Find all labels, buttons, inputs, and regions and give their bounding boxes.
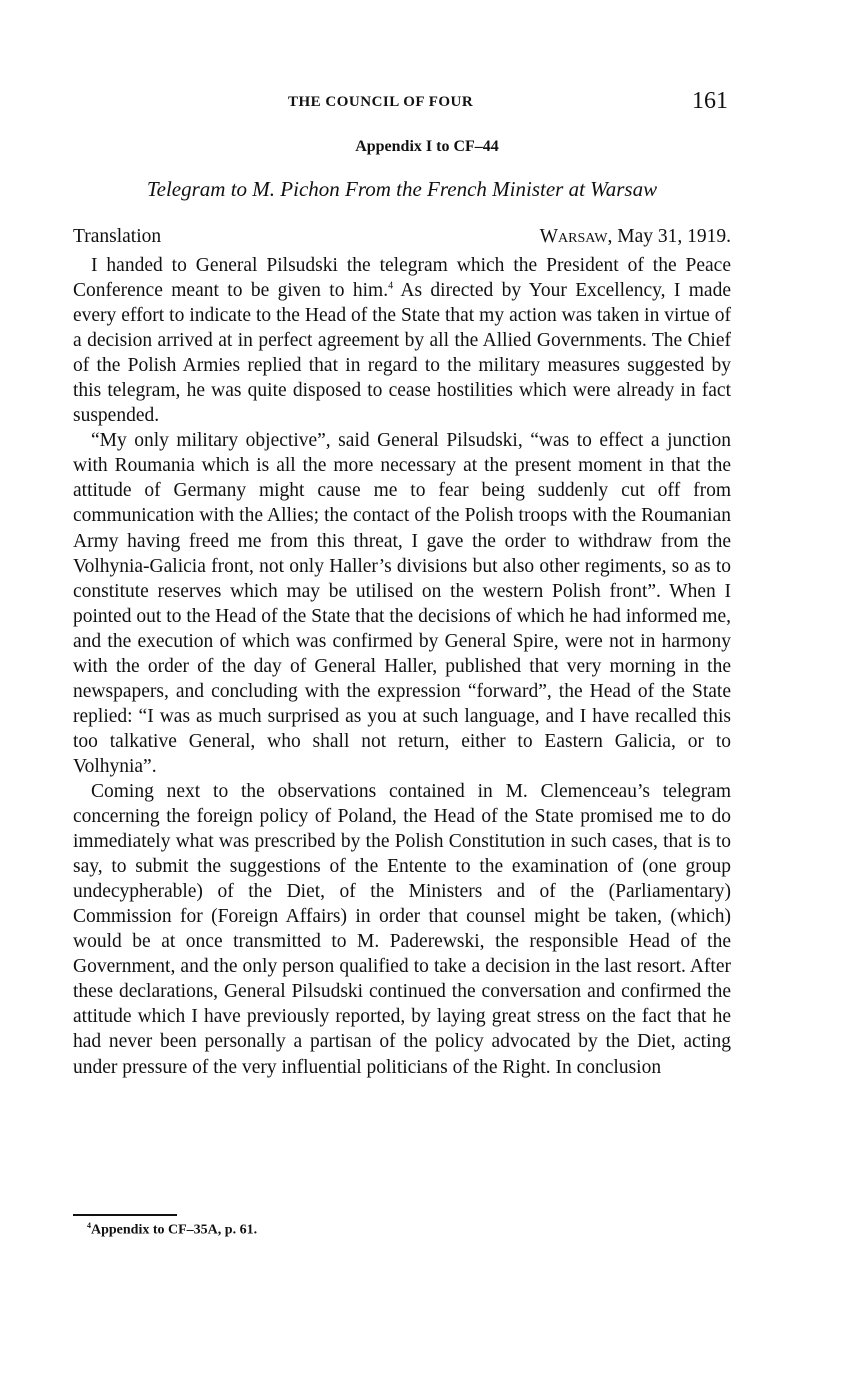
paragraph-1-part-a: I handed to General Pilsudski the telegram which the President of the Peace Conference meant to be given to him. <box>73 255 731 302</box>
place-date <box>540 226 731 248</box>
appendix-title: Appendix I to CF–44 <box>355 138 499 155</box>
footnote-mark: 4 <box>87 1221 91 1230</box>
paragraph-1-part-b: As directed by Your Excellency, I made every effort to indicate to the Head of the State that my action was taken in virtue of a decision arrived at in perfect agreement by all the Allied Governments. The Chief of the Polish Armies replied that in regard to the military measures suggested by this telegram, he was quite disposed to cease hostilities which were already in fact suspended. <box>73 280 731 427</box>
footnote <box>87 1221 257 1239</box>
footnote-rule <box>73 1214 177 1216</box>
page-number: 161 <box>692 88 728 114</box>
dateline <box>73 226 731 248</box>
footnote-reference: 4 <box>388 280 394 292</box>
paragraph-3: Coming next to the observations contained in M. Clemenceau’s telegram concerning the foreign policy of Poland, the Head of the State promised me to do immediately what was prescribed by the Polish Constitution in such cases, that is to say, to submit the suggestions of the Entente to the examination of (one group undecypherable) of the Diet, of the Ministers and of the (Parliamentary) Commission for (Foreign Affairs) in order that counsel might be taken, (which) would be at once transmitted to M. Paderewski, the responsible Head of the Government, and the only person qualified to take a decision in the last resort. After these declarations, General Pilsudski continued the conversation and confirmed the attitude which I have previously reported, by laying great stress on the fact that he had never been personally a partisan of the policy advocated by the Diet, acting under pressure of the very influential politicians of the Right. In conclusion <box>73 780 731 1078</box>
document-title: Telegram to M. Pichon From the French Minister at Warsaw <box>146 177 658 201</box>
running-head: THE COUNCIL OF FOUR <box>288 94 474 110</box>
dateline-date: , May 31, 1919. <box>607 226 731 247</box>
translation-label: Translation <box>73 226 162 247</box>
body-text <box>73 253 731 1080</box>
dateline-place: Warsaw <box>539 226 608 247</box>
paragraph-2: “My only military objective”, said General Pilsudski, “was to effect a junction with Roumania which is all the more necessary at the present moment in that the attitude of Germany might cause me to fear being suddenly cut off from communication with the Allies; the contact of the Polish troops with the Roumanian Army having freed me from this threat, I gave the order to withdraw from the Volhynia-Galicia front, not only Haller’s divisions but also other regiments, so as to constitute reserves which may be utilised on the western Polish front”. When I pointed out to the Head of the State that the decisions of which he had informed me, and the execution of which was confirmed by General Spire, were not in harmony with the order of the day of General Haller, published that very morning in the newspapers, and concluding with the expression “forward”, the Head of the State replied: “I was as much surprised as you at such language, and I have recalled this too talkative General, who shall not return, either to Eastern Galicia, or to Volhynia”. <box>73 430 731 777</box>
paragraph-1 <box>73 253 731 428</box>
footnote-text: Appendix to CF–35A, p. 61. <box>91 1222 258 1238</box>
